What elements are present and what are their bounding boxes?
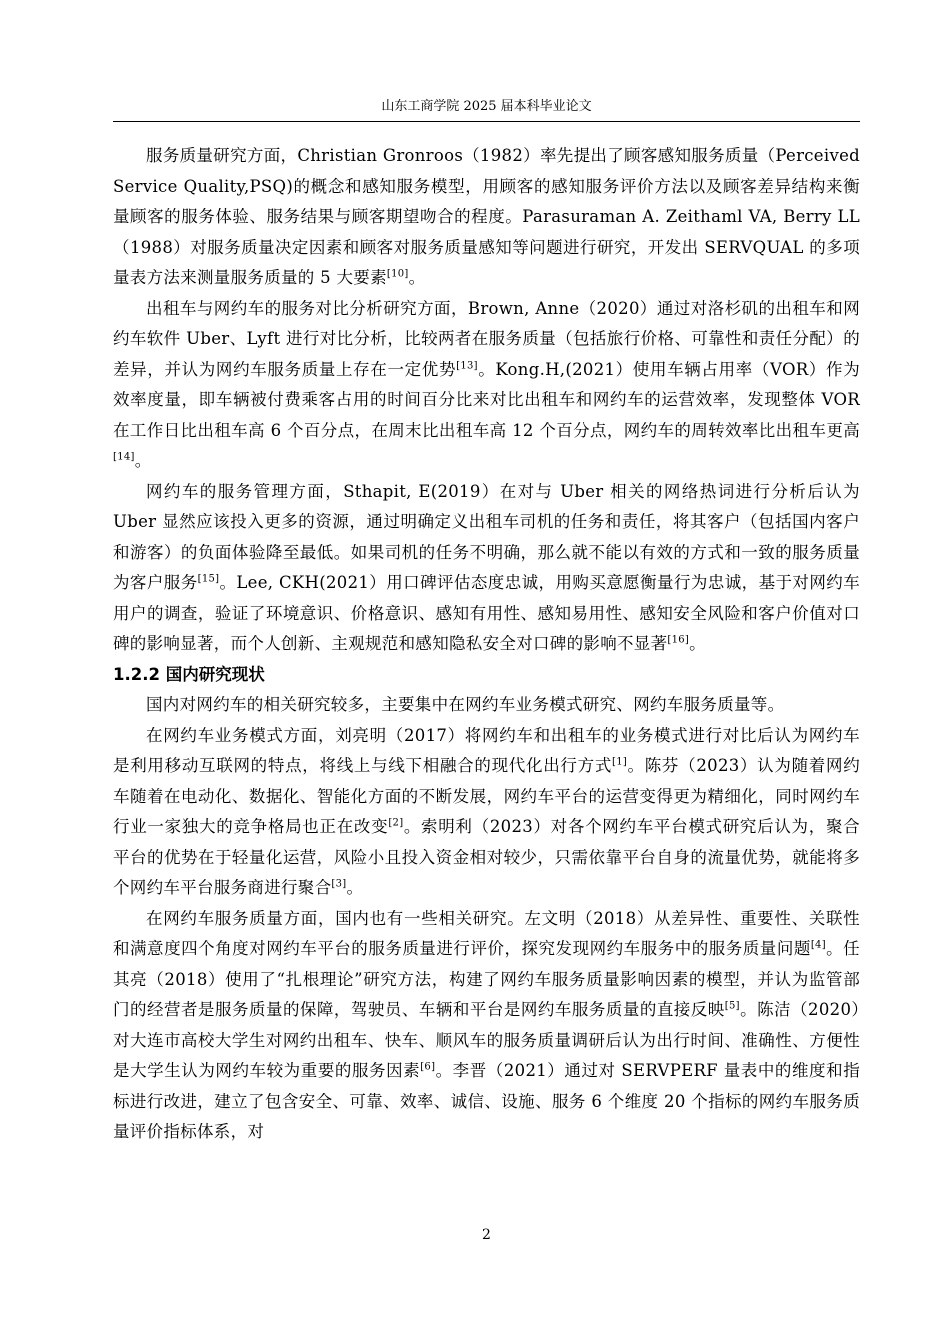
- citation-reference: [5]: [724, 1000, 740, 1012]
- paragraph-text: 。: [689, 634, 706, 653]
- paragraph-group-foreign: [113, 141, 860, 660]
- paragraph-text: 。索明利（2023）对各个网约车平台模式研究后认为，聚合平台的优势在于轻量化运营，风险小且投入资金相对较少，只需依靠平台自身的流量优势，就能将多个网约车平台服务商进行聚合: [113, 817, 860, 897]
- body-paragraph: [113, 141, 860, 294]
- paragraph-text: 服务质量研究方面，Christian Gronroos（1982）率先提出了顾客感知服务质量（Perceived Service Quality,PSQ)的概念和感知服务模型，用顾客的感知服务评价方法以及顾客差异结构来衡量顾客的服务体验、服务结果与顾客期望吻合的程度。Parasuraman A. Zeithaml VA, Berry LL（1988）对服务质量决定因素和顾客对服务质量感知等问题进行研究，开发出 SERVQUAL 的多项量表方法来测量服务质量的 5 大要素: [113, 146, 860, 287]
- paragraph-text: 。: [408, 268, 426, 287]
- paragraph-text: 。陈洁（2020）对大连市高校大学生对网约出租车、快车、顺风车的服务质量调研后认为出行时间、准确性、方便性是大学生认为网约车较为重要的服务因素: [113, 1000, 860, 1080]
- citation-reference: [1]: [612, 756, 628, 768]
- paragraph-text: 。: [346, 878, 364, 897]
- paragraph-text: 网约车的服务管理方面，Sthapit, E(2019）在对与 Uber 相关的网络热词进行分析后认为 Uber 显然应该投入更多的资源，通过明确定义出租车司机的任务和责任，将其客户（包括国内客户和游客）的负面体验降至最低。如果司机的任务不明确，那么就不能以有效的方式和一致的服务质量为客户服务: [113, 481, 860, 592]
- citation-reference: [16]: [667, 634, 690, 646]
- paragraph-text: 。陈芬（2023）认为随着网约车随着在电动化、数据化、智能化方面的不断发展，网约车平台的运营变得更为精细化，同时网约车行业一家独大的竞争格局也正在改变: [113, 756, 860, 836]
- section-heading: 1.2.2 国内研究现状: [113, 664, 265, 684]
- citation-reference: [3]: [331, 878, 347, 890]
- running-header: 山东工商学院 2025 届本科毕业论文: [381, 99, 592, 114]
- paragraph-text: 出租车与网约车的服务对比分析研究方面，Brown, Anne（2020）通过对洛杉矶的出租车和网约车软件 Uber、Lyft 进行对比分析，比较两者在服务质量（包括旅行价格、可靠性和责任分配）的差异，并认为网约车服务质量上存在一定优势: [113, 298, 860, 379]
- main-text: [113, 141, 860, 1148]
- body-paragraph: [113, 721, 860, 904]
- body-paragraph: [113, 904, 860, 1148]
- paragraph-text: 。: [134, 451, 152, 470]
- body-paragraph: [113, 477, 860, 660]
- citation-reference: [15]: [197, 573, 220, 585]
- paragraph-text: 。Kong.H,(2021）使用车辆占用率（VOR）作为效率度量，即车辆被付费乘客占用的时间百分比来对比出租车和网约车的运营效率，发现整体 VOR 在工作日比出租车高 6 个百分点，在周末比出租车高 12 个百分点，网约车的周转效率比出租车更高: [113, 359, 860, 440]
- citation-reference: [4]: [810, 939, 826, 951]
- citation-reference: [6]: [420, 1061, 436, 1073]
- paragraph-text: 。Lee, CKH(2021）用口碑评估态度忠诚，用购买意愿衡量行为忠诚，基于对网约车用户的调查，验证了环境意识、价格意识、感知有用性、感知易用性、感知安全风险和客户价值对口碑的影响显著，而个人创新、主观规范和感知隐私安全对口碑的影响不显著: [113, 573, 860, 653]
- paragraph-text: 。李晋（2021）通过对 SERVPERF 量表中的维度和指标进行改进，建立了包含安全、可靠、效率、诚信、设施、服务 6 个维度 20 个指标的网约车服务质量评价指标体系，对: [113, 1061, 860, 1141]
- header-divider: [113, 121, 860, 122]
- paragraph-text: 国内对网约车的相关研究较多，主要集中在网约车业务模式研究、网约车服务质量等。: [146, 695, 785, 714]
- citation-reference: [10]: [386, 268, 409, 280]
- body-paragraph: [113, 294, 860, 477]
- citation-reference: [13]: [456, 360, 478, 371]
- citation-reference: [2]: [388, 817, 404, 829]
- paragraph-text: 在网约车服务质量方面，国内也有一些相关研究。左文明（2018）从差异性、重要性、关联性和满意度四个角度对网约车平台的服务质量进行评价，探究发现网约车服务中的服务质量问题: [113, 908, 860, 958]
- paragraph-group-domestic: [113, 690, 860, 1148]
- citation-reference: [14]: [113, 451, 135, 463]
- page-number: 2: [482, 1227, 491, 1243]
- paragraph-text: 在网约车业务模式方面，刘亮明（2017）将网约车和出租车的业务模式进行对比后认为网约车是利用移动互联网的特点，将线上与线下相融合的现代化出行方式: [113, 725, 860, 775]
- paragraph-text: 。任其亮（2018）使用了“扎根理论”研究方法，构建了网约车服务质量影响因素的模型，并认为监管部门的经营者是服务质量的保障，驾驶员、车辆和平台是网约车服务质量的直接反映: [113, 939, 860, 1019]
- body-paragraph: [113, 690, 860, 721]
